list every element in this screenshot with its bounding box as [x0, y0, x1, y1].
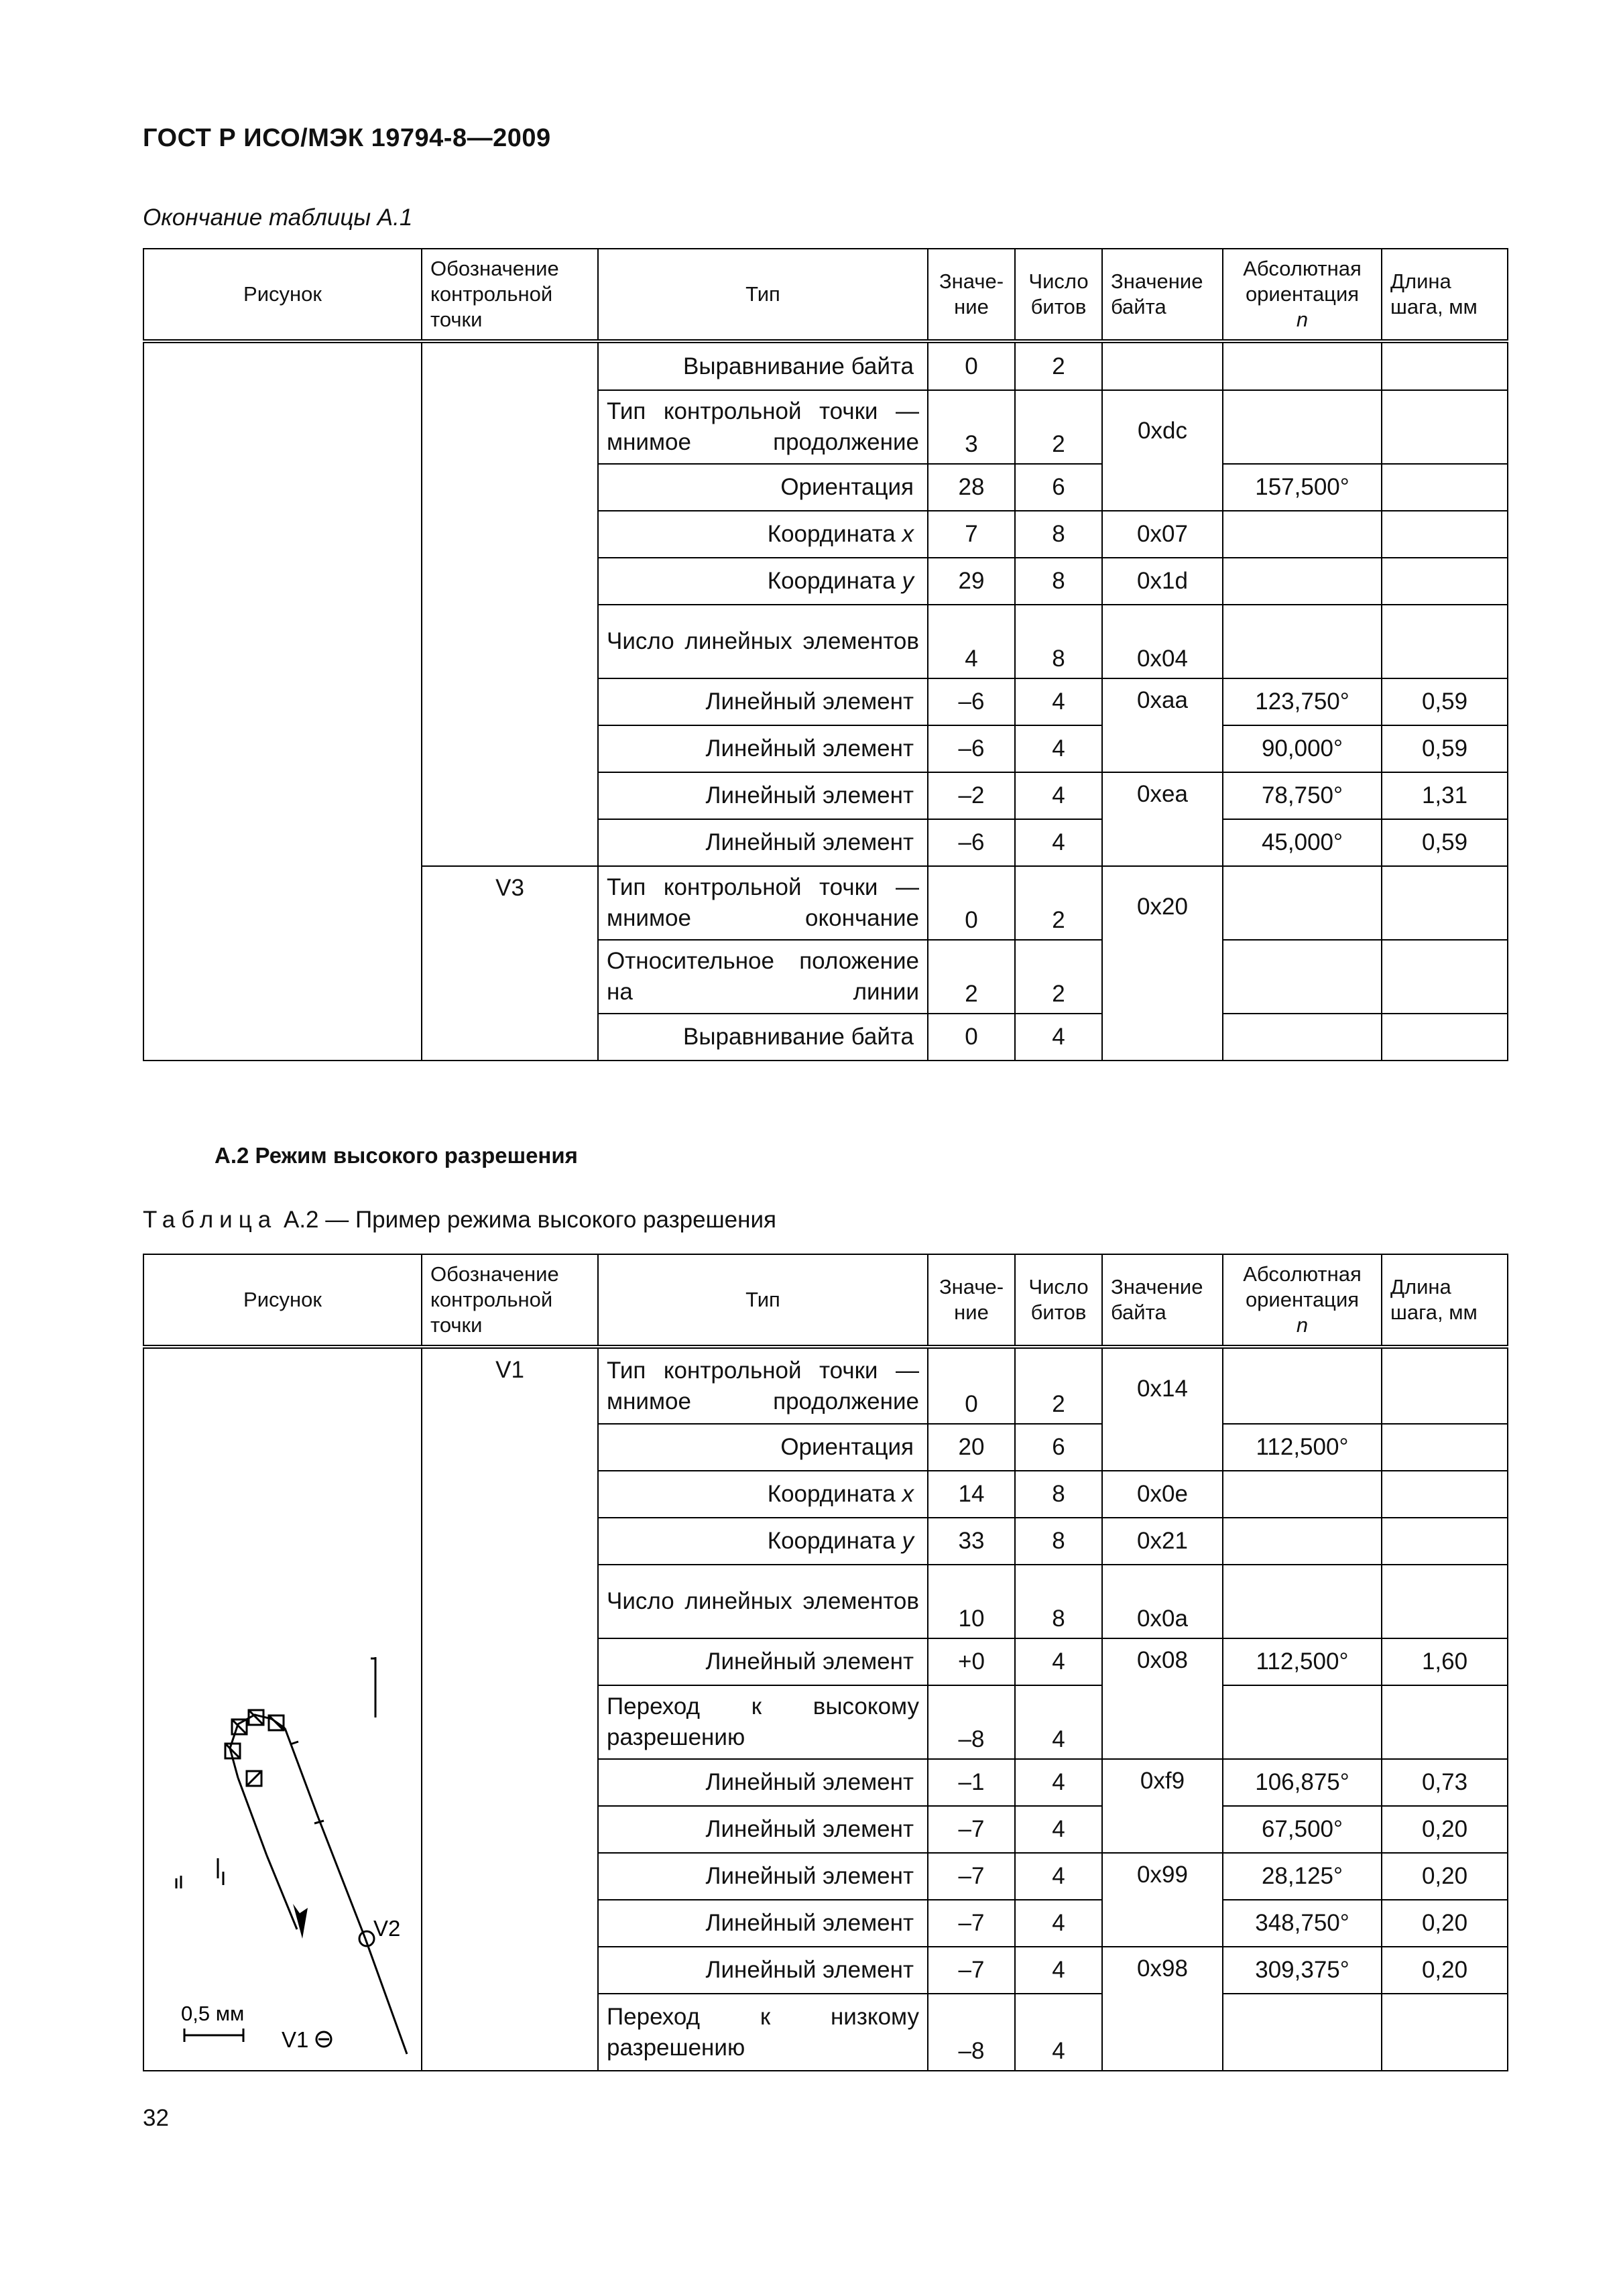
bits-cell: 8	[1015, 511, 1102, 558]
step-cell: 0,73	[1382, 1759, 1508, 1806]
left-line-lower	[267, 1856, 297, 1929]
orient-cell: 45,000°	[1223, 819, 1382, 866]
type-cell: Ориентация	[598, 464, 928, 511]
type-cell: Число линейных элементов	[598, 1565, 928, 1638]
value-cell: –7	[928, 1900, 1015, 1947]
coordinate-variable: y	[902, 1528, 914, 1554]
byte-cell: 0x08	[1102, 1638, 1223, 1759]
header-orientation	[1223, 1254, 1382, 1347]
table2-caption	[143, 1207, 776, 1233]
v1-label: V1	[282, 2027, 309, 2052]
value-cell: 2	[928, 940, 1015, 1014]
type-cell: Переход к низкому разрешению	[598, 1994, 928, 2071]
byte-cell: 0xf9	[1102, 1759, 1223, 1853]
value-cell: –8	[928, 1685, 1015, 1759]
figure-cell	[143, 1347, 422, 2071]
header-orientation-n: n	[1296, 308, 1309, 331]
byte-cell: 0x04	[1102, 605, 1223, 678]
step-cell: 0,59	[1382, 725, 1508, 772]
byte-cell: 0xea	[1102, 772, 1223, 866]
orient-cell	[1223, 390, 1382, 464]
bits-cell: 2	[1015, 866, 1102, 940]
header-step: Длина шага, мм	[1382, 249, 1508, 341]
orient-cell: 106,875°	[1223, 1759, 1382, 1806]
type-cell: Число линейных элементов	[598, 605, 928, 678]
value-cell: 0	[928, 1014, 1015, 1061]
header-byte: Значение байта	[1102, 1254, 1223, 1347]
point-cell: V3	[422, 866, 598, 1061]
step-cell: 1,60	[1382, 1638, 1508, 1685]
step-cell: 0,20	[1382, 1806, 1508, 1853]
type-cell: Ориентация	[598, 1424, 928, 1471]
step-cell	[1382, 1994, 1508, 2071]
byte-cell: 0x20	[1102, 866, 1223, 1061]
bits-cell: 6	[1015, 464, 1102, 511]
bits-cell: 4	[1015, 1638, 1102, 1685]
orient-cell	[1223, 341, 1382, 390]
type-cell: Линейный элемент	[598, 1947, 928, 1994]
byte-cell: 0x1d	[1102, 558, 1223, 605]
type-cell: Линейный элемент	[598, 725, 928, 772]
step-cell: 0,59	[1382, 678, 1508, 725]
figure-cell	[143, 341, 422, 1061]
step-cell: 1,31	[1382, 772, 1508, 819]
table-header-row	[143, 1254, 1508, 1347]
value-cell: –6	[928, 819, 1015, 866]
value-cell: –6	[928, 678, 1015, 725]
right-line-upper	[285, 1728, 318, 1818]
orient-cell	[1223, 1994, 1382, 2071]
step-cell	[1382, 1685, 1508, 1759]
orient-cell	[1223, 605, 1382, 678]
byte-cell: 0x99	[1102, 1853, 1223, 1947]
scale-label: 0,5 мм	[181, 2002, 245, 2025]
step-cell	[1382, 464, 1508, 511]
value-cell: –6	[928, 725, 1015, 772]
value-cell: –7	[928, 1947, 1015, 1994]
bits-cell: 4	[1015, 1994, 1102, 2071]
type-cell: Относительное положение на линии	[598, 940, 928, 1014]
bits-cell: 2	[1015, 341, 1102, 390]
bits-cell: 8	[1015, 1518, 1102, 1565]
orient-cell: 157,500°	[1223, 464, 1382, 511]
value-cell: 33	[928, 1518, 1015, 1565]
type-cell: Линейный элемент	[598, 1759, 928, 1806]
table-row	[143, 341, 1508, 390]
type-cell: Координата x	[598, 1471, 928, 1518]
orient-cell	[1223, 866, 1382, 940]
type-cell: Тип контрольной точки — мнимое продолжение	[598, 390, 928, 464]
value-cell: 0	[928, 1347, 1015, 1424]
orient-cell: 348,750°	[1223, 1900, 1382, 1947]
bits-cell: 4	[1015, 1759, 1102, 1806]
value-cell: 3	[928, 390, 1015, 464]
section-title: А.2 Режим высокого разрешения	[215, 1143, 578, 1168]
byte-cell: 0x07	[1102, 511, 1223, 558]
v2-label: V2	[373, 1916, 401, 1941]
header-orientation	[1223, 249, 1382, 341]
orient-cell	[1223, 511, 1382, 558]
step-cell: 0,59	[1382, 819, 1508, 866]
orient-cell: 309,375°	[1223, 1947, 1382, 1994]
orient-cell	[1223, 558, 1382, 605]
header-point: Обозначение контрольной точки	[422, 1254, 598, 1347]
bits-cell: 4	[1015, 1947, 1102, 1994]
bits-cell: 4	[1015, 1900, 1102, 1947]
byte-cell: 0x14	[1102, 1347, 1223, 1471]
value-cell: 0	[928, 341, 1015, 390]
header-figure: Рисунок	[143, 1254, 422, 1347]
table-a2	[143, 1254, 1508, 2071]
header-point: Обозначение контрольной точки	[422, 249, 598, 341]
byte-cell: 0x0e	[1102, 1471, 1223, 1518]
step-cell	[1382, 1518, 1508, 1565]
value-cell: 14	[928, 1471, 1015, 1518]
bits-cell: 2	[1015, 940, 1102, 1014]
header-orientation-label: Абсолютная ориентация	[1243, 257, 1362, 306]
byte-cell	[1102, 341, 1223, 390]
value-cell: –7	[928, 1853, 1015, 1900]
step-cell	[1382, 866, 1508, 940]
bits-cell: 8	[1015, 1565, 1102, 1638]
table-row	[143, 1347, 1508, 1424]
header-byte: Значение байта	[1102, 249, 1223, 341]
table2-caption-prefix: Таблица	[143, 1207, 278, 1233]
byte-cell: 0x0a	[1102, 1565, 1223, 1638]
step-cell	[1382, 605, 1508, 678]
type-cell: Выравнивание байта	[598, 1014, 928, 1061]
orient-cell: 112,500°	[1223, 1638, 1382, 1685]
right-line-mid	[318, 1818, 365, 1939]
header-orientation-n: n	[1296, 1313, 1309, 1337]
orient-cell	[1223, 1565, 1382, 1638]
step-cell	[1382, 390, 1508, 464]
orient-cell	[1223, 1347, 1382, 1424]
header-bits: Число битов	[1015, 249, 1102, 341]
table2-caption-text: А.2 — Пример режима высокого разрешения	[283, 1207, 776, 1233]
value-cell: 29	[928, 558, 1015, 605]
header-type: Тип	[598, 1254, 928, 1347]
header-orientation-label: Абсолютная ориентация	[1243, 1262, 1362, 1311]
value-cell: 20	[928, 1424, 1015, 1471]
step-cell	[1382, 558, 1508, 605]
orient-cell: 90,000°	[1223, 725, 1382, 772]
table-header-row	[143, 249, 1508, 341]
bits-cell: 4	[1015, 772, 1102, 819]
step-cell	[1382, 511, 1508, 558]
table-a1	[143, 248, 1508, 1061]
coordinate-variable: y	[902, 568, 914, 594]
header-figure: Рисунок	[143, 249, 422, 341]
step-cell	[1382, 341, 1508, 390]
value-cell: –8	[928, 1994, 1015, 2071]
orient-cell	[1223, 1685, 1382, 1759]
byte-cell: 0x98	[1102, 1947, 1223, 2071]
type-cell: Линейный элемент	[598, 1853, 928, 1900]
bits-cell: 2	[1015, 390, 1102, 464]
type-cell: Линейный элемент	[598, 678, 928, 725]
header-type: Тип	[598, 249, 928, 341]
byte-cell: 0xdc	[1102, 390, 1223, 511]
document-header: ГОСТ Р ИСО/МЭК 19794-8—2009	[143, 124, 551, 152]
type-cell: Тип контрольной точки — мнимое продолжение	[598, 1347, 928, 1424]
step-cell: 0,20	[1382, 1900, 1508, 1947]
bits-cell: 8	[1015, 1471, 1102, 1518]
value-cell: +0	[928, 1638, 1015, 1685]
orient-cell: 28,125°	[1223, 1853, 1382, 1900]
type-cell: Тип контрольной точки — мнимое окончание	[598, 866, 928, 940]
type-text: Координата x	[767, 521, 914, 547]
step-cell	[1382, 1424, 1508, 1471]
right-line-lower	[365, 1939, 407, 2054]
orient-cell	[1223, 940, 1382, 1014]
bits-cell: 4	[1015, 678, 1102, 725]
header-bits: Число битов	[1015, 1254, 1102, 1347]
value-cell: 0	[928, 866, 1015, 940]
bits-cell: 6	[1015, 1424, 1102, 1471]
bits-cell: 4	[1015, 1685, 1102, 1759]
left-line-mid	[238, 1778, 267, 1856]
table1-caption: Окончание таблицы А.1	[143, 204, 413, 231]
orient-cell	[1223, 1518, 1382, 1565]
header-value: Значе-ние	[928, 249, 1015, 341]
value-cell: 7	[928, 511, 1015, 558]
bits-cell: 8	[1015, 558, 1102, 605]
byte-cell: 0x21	[1102, 1518, 1223, 1565]
value-cell: –7	[928, 1806, 1015, 1853]
value-cell: 10	[928, 1565, 1015, 1638]
type-cell: Координата y	[598, 558, 928, 605]
type-cell	[598, 511, 928, 558]
type-cell: Линейный элемент	[598, 1900, 928, 1947]
orient-cell: 123,750°	[1223, 678, 1382, 725]
step-cell	[1382, 1347, 1508, 1424]
value-cell: 4	[928, 605, 1015, 678]
bits-cell: 2	[1015, 1347, 1102, 1424]
point-cell: V1	[422, 1347, 598, 2071]
bits-cell: 8	[1015, 605, 1102, 678]
orient-cell: 112,500°	[1223, 1424, 1382, 1471]
value-cell: –1	[928, 1759, 1015, 1806]
type-cell: Линейный элемент	[598, 1638, 928, 1685]
step-cell	[1382, 1565, 1508, 1638]
type-cell: Координата y	[598, 1518, 928, 1565]
type-cell: Линейный элемент	[598, 772, 928, 819]
orient-cell: 78,750°	[1223, 772, 1382, 819]
step-cell: 0,20	[1382, 1853, 1508, 1900]
step-cell	[1382, 1471, 1508, 1518]
type-cell: Линейный элемент	[598, 1806, 928, 1853]
step-cell: 0,20	[1382, 1947, 1508, 1994]
coordinate-variable: x	[902, 1481, 914, 1507]
bits-cell: 4	[1015, 1014, 1102, 1061]
point-cell	[422, 341, 598, 866]
type-cell: Линейный элемент	[598, 819, 928, 866]
header-step: Длина шага, мм	[1382, 1254, 1508, 1347]
step-cell	[1382, 1014, 1508, 1061]
type-cell: Выравнивание байта	[598, 341, 928, 390]
coordinate-variable: x	[902, 521, 914, 547]
direction-arrow-icon	[293, 1904, 308, 1939]
value-cell: 28	[928, 464, 1015, 511]
orient-cell: 67,500°	[1223, 1806, 1382, 1853]
header-value: Значе-ние	[928, 1254, 1015, 1347]
orient-cell	[1223, 1014, 1382, 1061]
page-number: 32	[143, 2105, 169, 2131]
bits-cell: 4	[1015, 819, 1102, 866]
value-cell: –2	[928, 772, 1015, 819]
type-cell: Переход к высокому разрешению	[598, 1685, 928, 1759]
step-cell	[1382, 940, 1508, 1014]
bits-cell: 4	[1015, 725, 1102, 772]
bits-cell: 4	[1015, 1853, 1102, 1900]
bits-cell: 4	[1015, 1806, 1102, 1853]
ridge-skeleton-figure	[144, 1349, 421, 2086]
orient-cell	[1223, 1471, 1382, 1518]
byte-cell: 0xaa	[1102, 678, 1223, 772]
